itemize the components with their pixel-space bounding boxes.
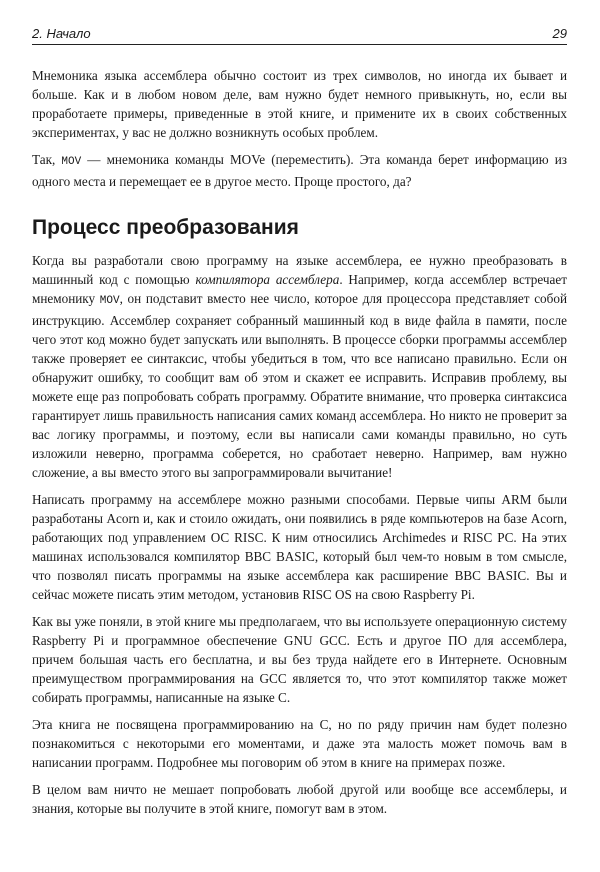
code-mov-inline: MOV xyxy=(99,295,120,307)
intro-paragraph-1: Мнемоника языка ассемблера обычно состоит из трех символов, но иногда их бывает и больше. Как и в любом новом деле, вам нужно будет немного привыкнуть, но, если вы проработаете примеры, приведенные в этой книге, и примените их в своих собственных экспериментах, у вас не должно возникнуть особых проблем. xyxy=(32,68,567,140)
section-heading: Процесс преобразования xyxy=(32,216,299,239)
section-body xyxy=(32,251,567,818)
page-number: 29 xyxy=(552,26,567,41)
intro-paragraph-2-rest: — мнемоника команды MOVe (переместить). Эта команда берет информацию из одного места и перемещает ее в другое место. Проще простого, да? xyxy=(32,152,567,189)
running-header xyxy=(32,26,567,45)
section-paragraph-5: В целом вам ничто не мешает попробовать любой другой или вообще все ассемблеры, и знания, которые вы получите в этой книге, помогут вам в этом. xyxy=(32,782,567,816)
section-paragraph-1-c: , он подставит вместо нее число, которое для процессора представляет собой инструкцию. Ассемблер сохраняет собранный машинный код в виде файла в памяти, после чего этот код можно будет запускать или выполнять. В процессе сборки программы ассемблер также проверяет ее синтаксис, чтобы убедиться в том, что все написано правильно. Если он обнаружит ошибку, то сообщит вам об этом и скажет ее исправить. Исправив проблему, вы можете еще раз попробовать собрать программу. Обратите внимание, что проверка синтаксиса гарантирует лишь правильность написания самих команд ассемблера. Но никто не проверит за вас логику программы, и поэтому, если вы написали сами команды правильно, но суть изложили неверно, программа соберется, но сработает неверно. Например, вам нужно сложение, а вы вместо этого вы запрограммировали вычитание! xyxy=(32,291,567,480)
intro-paragraph-2-start: Так, xyxy=(32,152,62,167)
intro-paragraph-2 xyxy=(32,150,567,191)
section-paragraph-1-b: . Например, когда ассемблер встречает мнемонику xyxy=(32,272,567,306)
code-mov: MOV xyxy=(61,156,82,168)
intro-block xyxy=(32,66,567,191)
section-paragraph-1 xyxy=(32,251,567,482)
book-page xyxy=(32,26,567,826)
section-paragraph-1-a: Когда вы разработали свою программу на языке ассемблера, ее нужно преобразовать в машинный код с помощью xyxy=(32,253,567,287)
term-assembler-compiler: компилятора ассемблера xyxy=(195,272,340,287)
chapter-title: 2. Начало xyxy=(32,26,91,41)
section-paragraph-4: Эта книга не посвящена программированию на С, но по ряду причин нам будет полезно познакомиться с некоторыми его моментами, и даже эта малость может помочь вам в написании программ. Подробнее мы поговорим об этом в книге на примерах позже. xyxy=(32,717,567,770)
section-paragraph-2: Написать программу на ассемблере можно разными способами. Первые чипы ARM были разработаны Acorn и, как и стоило ожидать, они появились в ряде компьютеров на базе Acorn, работающих под управлением ОС RISC. К ним относились Archimedes и RISC PC. На этих машинах использовался компилятор BBC BASIC, который был чем-то новым в том смысле, что позволял писать программы на языке ассемблера как расширение BBC BASIC. Вы и сейчас можете писать этим методом, установив RISC OS на свою Raspberry Pi. xyxy=(32,492,567,602)
section-paragraph-3: Как вы уже поняли, в этой книге мы предполагаем, что вы используете операционную систему Raspberry Pi и программное обеспечение GNU GCC. Есть и другое ПО для ассемблера, причем большая часть его бесплатна, и вы без труда найдете его в Интернете. Основным преимуществом программирования на GCC является то, что этот компилятор также может собирать программы, написанные на языке С. xyxy=(32,614,567,705)
